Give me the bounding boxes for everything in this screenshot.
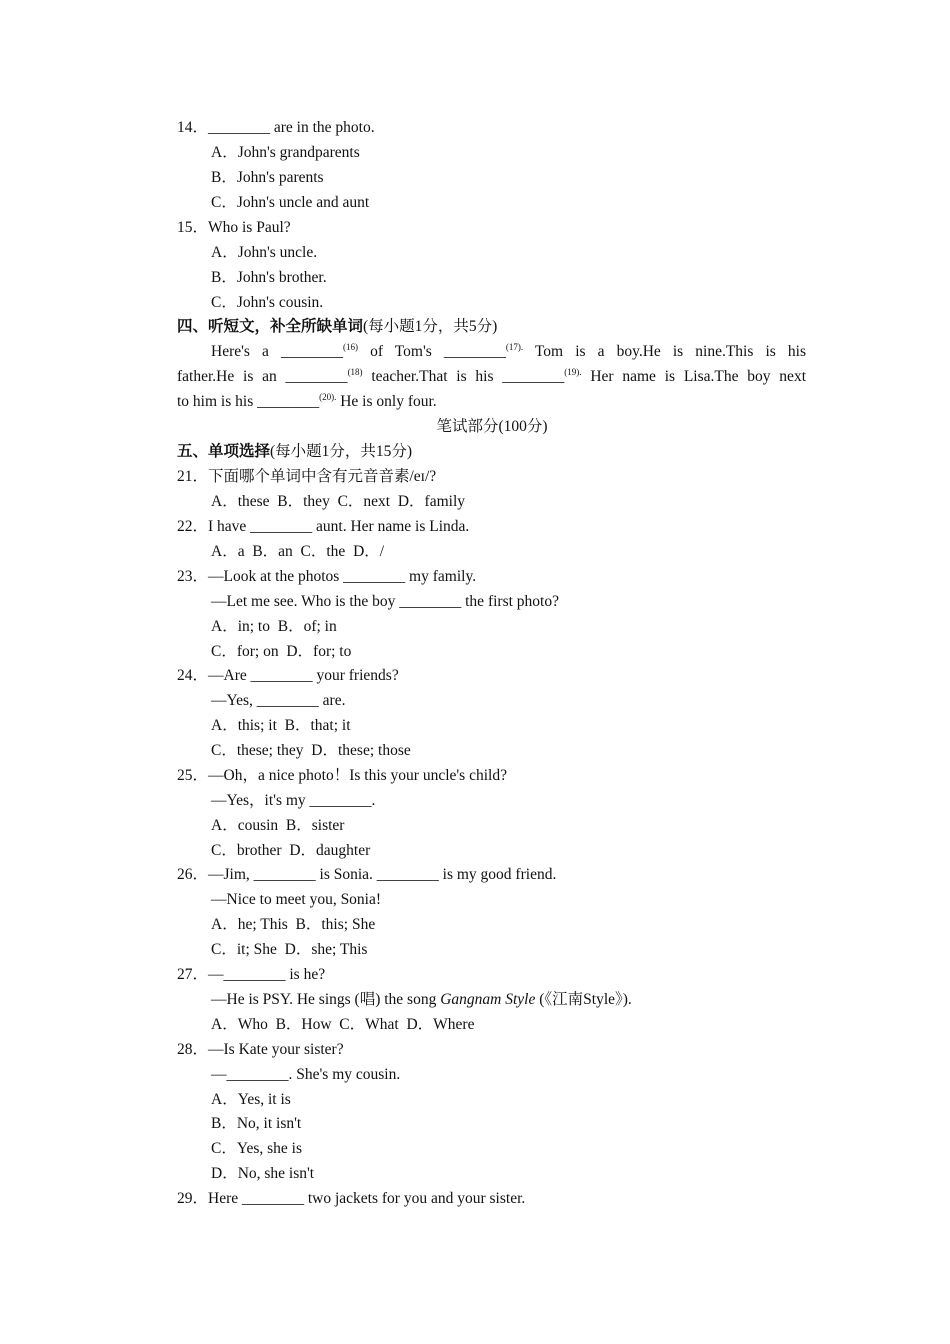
options-25-row-2: C．brother D．daughter	[211, 842, 371, 859]
question-26-stem: 26．—Jim, ________ is Sonia. ________ is my good friend.	[177, 866, 557, 883]
passage-line-2	[177, 368, 806, 386]
question-15-stem: 15．Who is Paul?	[177, 219, 291, 236]
blank-number-20: (20).	[319, 391, 337, 402]
question-29-stem: 29．Here ________ two jackets for you and your sister.	[177, 1190, 526, 1207]
option-28-d: D．No, she isn't	[211, 1165, 315, 1182]
passage-text: He is only four.	[336, 393, 437, 410]
question-27-text: (《江南Style》).	[535, 991, 632, 1008]
options-23-row-2: C．for; on D．for; to	[211, 643, 352, 660]
options-24-row-2: C．these; they D．these; those	[211, 742, 411, 759]
options-26-row-1: A．he; This B．this; She	[211, 916, 376, 933]
option-28-a: A．Yes, it is	[211, 1091, 291, 1108]
options-22: A．a B．an C．the D．/	[211, 543, 385, 560]
question-22-stem: 22．I have ________ aunt. Her name is Linda.	[177, 518, 470, 535]
passage-text: teacher.That is his ________	[362, 368, 565, 385]
option-28-b: B．No, it isn't	[211, 1115, 302, 1132]
question-24-line-2: —Yes, ________ are.	[211, 692, 346, 709]
section-5-heading	[177, 443, 412, 461]
question-25-line-2: —Yes，it's my ________.	[211, 792, 376, 809]
question-23-stem: 23．—Look at the photos ________ my family.	[177, 568, 477, 585]
question-27-text: —He is PSY. He sings (唱) the song	[211, 991, 441, 1008]
passage-text: to him is his ________	[177, 393, 320, 410]
options-27: A．Who B．How C．What D．Where	[211, 1016, 475, 1033]
option-15-b: B．John's brother.	[211, 269, 327, 286]
question-27-stem: 27．—________ is he?	[177, 966, 326, 983]
passage-text: father.He is an ________	[177, 368, 348, 385]
options-21: A．these B．they C．next D．family	[211, 493, 465, 510]
question-26-line-2: —Nice to meet you, Sonia!	[211, 891, 382, 908]
song-title: Gangnam Style	[440, 991, 536, 1008]
option-14-b: B．John's parents	[211, 169, 324, 186]
question-23-line-2: —Let me see. Who is the boy ________ the first photo?	[211, 593, 559, 610]
blank-number-17: (17).	[505, 341, 524, 352]
option-15-a: A．John's uncle.	[211, 244, 318, 261]
blank-number-16: (16)	[342, 341, 358, 352]
passage-text: of Tom's ________	[357, 343, 506, 360]
question-25-stem: 25．—Oh，a nice photo！Is this your uncle's child?	[177, 767, 507, 784]
section-4-heading	[177, 318, 497, 336]
question-21-stem: 21．下面哪个单词中含有元音音素/eɪ/?	[177, 468, 437, 485]
options-24-row-1: A．this; it B．that; it	[211, 717, 351, 734]
passage-text: Tom is a boy.He is nine.This is his	[523, 343, 806, 360]
option-15-c: C．John's cousin.	[211, 294, 324, 311]
option-14-c: C．John's uncle and aunt	[211, 194, 370, 211]
option-28-c: C．Yes, she is	[211, 1140, 303, 1157]
options-25-row-1: A．cousin B．sister	[211, 817, 345, 834]
passage-text: Here's a ________	[211, 343, 343, 360]
question-24-stem: 24．—Are ________ your friends?	[177, 667, 399, 684]
question-27-line-2	[211, 991, 632, 1009]
question-28-line-2: —________. She's my cousin.	[211, 1066, 401, 1083]
question-14-stem: 14．________ are in the photo.	[177, 119, 375, 136]
options-26-row-2: C．it; She D．she; This	[211, 941, 368, 958]
section-4-note: (每小题1分，共5分)	[363, 318, 498, 335]
section-5-note: (每小题1分，共15分)	[270, 443, 413, 460]
passage-line-3	[177, 393, 437, 411]
passage-line-1	[211, 343, 806, 361]
section-5-title: 五、单项选择	[177, 443, 271, 460]
section-4-title: 四、听短文，补全所缺单词	[177, 318, 364, 335]
blank-number-18: (18)	[347, 366, 363, 377]
question-28-stem: 28．—Is Kate your sister?	[177, 1041, 344, 1058]
option-14-a: A．John's grandparents	[211, 144, 360, 161]
options-23-row-1: A．in; to B．of; in	[211, 618, 337, 635]
passage-text: Her name is Lisa.The boy next	[581, 368, 806, 385]
blank-number-19: (19).	[564, 366, 582, 377]
written-part-title: 笔试部分(100分)	[436, 418, 548, 435]
